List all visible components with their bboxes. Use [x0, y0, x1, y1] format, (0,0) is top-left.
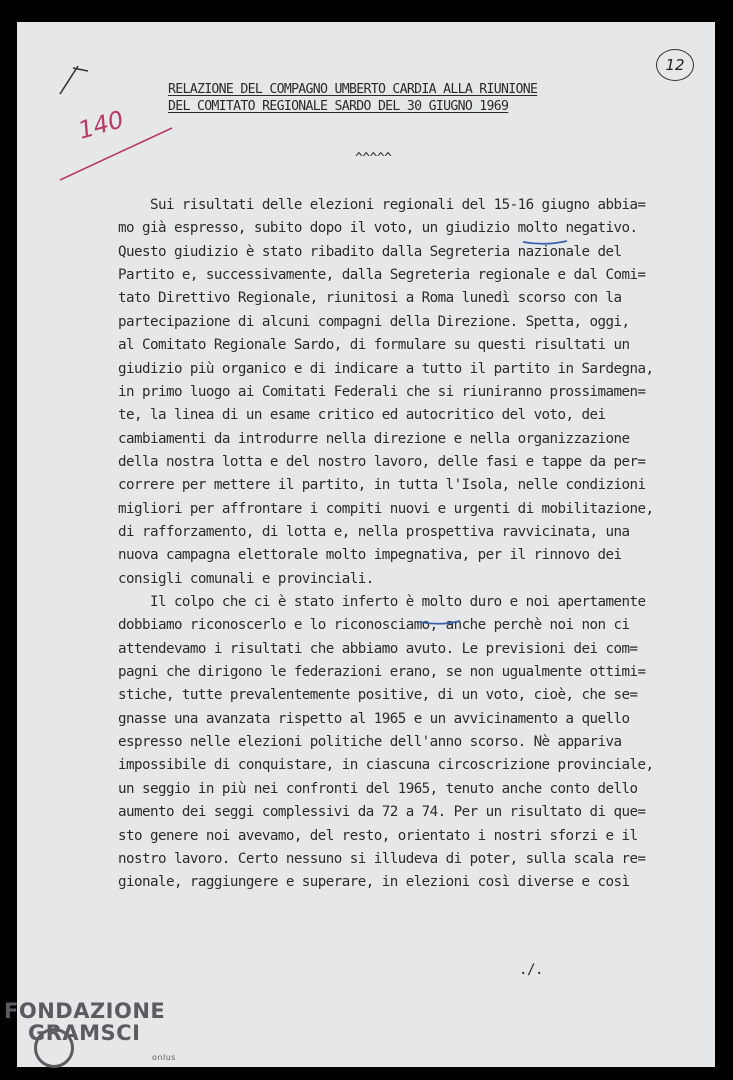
- continuation-mark: ./.: [519, 962, 543, 978]
- body-line: gionale, raggiungere e superare, in elezioni così diverse e così: [118, 874, 630, 891]
- pencil-tick-mark: [60, 66, 88, 94]
- body-line: consigli comunali e provinciali.: [118, 570, 374, 587]
- logo-suffix: onlus: [152, 1053, 176, 1062]
- body-line: cambiamenti da introdurre nella direzione e nella organizzazione: [118, 430, 630, 447]
- body-line: Sui risultati delle elezioni regionali del 15-16 giugno abbia=: [118, 197, 646, 213]
- blue-underline-molto-2: [420, 621, 460, 624]
- body-line: al Comitato Regionale Sardo, di formulare su questi risultati un: [118, 337, 630, 354]
- body-line: giudizio più organico e di indicare a tutto il partito in Sardegna,: [118, 360, 654, 377]
- body-line: di rafforzamento, di lotta e, nella prospettiva ravvicinata, una: [118, 523, 630, 540]
- logo-line-2: GRAMSCI: [28, 1021, 141, 1045]
- blue-underline-molto-1: [523, 241, 567, 244]
- foundation-logo: [4, 999, 176, 1062]
- handwritten-page-number: 140: [75, 105, 127, 145]
- body-line: gnasse una avanzata rispetto al 1965 e un avvicinamento a quello: [118, 710, 630, 727]
- body-line: aumento dei seggi complessivi da 72 a 74. Per un risultato di que=: [118, 804, 646, 821]
- document-title-line-2: DEL COMITATO REGIONALE SARDO DEL 30 GIUGNO 1969: [168, 99, 509, 114]
- body-line: stiche, tutte prevalentemente positive, di un voto, cioè, che se=: [118, 687, 638, 704]
- body-line: correre per mettere il partito, in tutta l'Isola, nelle condizioni: [118, 477, 646, 494]
- body-line: attendevamo i risultati che abbiamo avuto. Le previsioni dei com=: [118, 640, 638, 657]
- body-line: pagni che dirigono le federazioni erano, se non ugualmente ottimi=: [118, 664, 646, 680]
- body-line: migliori per affrontare i compiti nuovi e urgenti di mobilitazione,: [118, 500, 654, 517]
- body-line: sto genere noi avevamo, del resto, orientato i nostri sforzi e il: [118, 827, 638, 844]
- body-line: un seggio in più nei confronti del 1965, tenuto anche conto dello: [118, 780, 638, 797]
- body-line: nuova campagna elettorale molto impegnativa, per il rinnovo dei: [118, 547, 622, 564]
- separator-mark: ^^^^^: [355, 151, 392, 166]
- body-line: te, la linea di un esame critico ed autocritico del voto, dei: [118, 407, 606, 424]
- pink-underline-stroke: [60, 128, 172, 180]
- body-line: espresso nelle elezioni politiche dell'anno scorso. Nè appariva: [118, 734, 622, 751]
- body-line: dobbiamo riconoscerlo e lo riconosciamo, anche perchè noi non ci: [118, 617, 630, 634]
- body-line: Questo giudizio è stato ribadito dalla Segreteria nazionale del: [118, 243, 622, 260]
- body-line: tato Direttivo Regionale, riunitosi a Roma lunedì scorso con la: [118, 290, 622, 307]
- body-line: in primo luogo ai Comitati Federali che si riuniranno prossimamen=: [118, 383, 646, 400]
- body-line: impossibile di conquistare, in ciascuna circoscrizione provinciale,: [118, 757, 654, 774]
- body-line: mo già espresso, subito dopo il voto, un giudizio molto negativo.: [118, 220, 638, 237]
- body-line: Il colpo che ci è stato inferto è molto duro e noi apertamente: [118, 594, 646, 610]
- document-title-line-1: RELAZIONE DEL COMPAGNO UMBERTO CARDIA ALLA RIUNIONE: [168, 82, 538, 97]
- body-line: nostro lavoro. Certo nessuno si illudeva di poter, sulla scala re=: [118, 850, 646, 867]
- body-line: Partito e, successivamente, dalla Segreteria regionale e dal Comi=: [118, 267, 646, 284]
- logo-line-1: FONDAZIONE: [4, 999, 166, 1023]
- body-line: della nostra lotta e del nostro lavoro, delle fasi e tappe da per=: [118, 453, 646, 470]
- logo-g-mark: [34, 1028, 74, 1068]
- body-line: partecipazione di alcuni compagni della Direzione. Spetta, oggi,: [118, 313, 630, 330]
- circled-page-number: 12: [656, 49, 694, 81]
